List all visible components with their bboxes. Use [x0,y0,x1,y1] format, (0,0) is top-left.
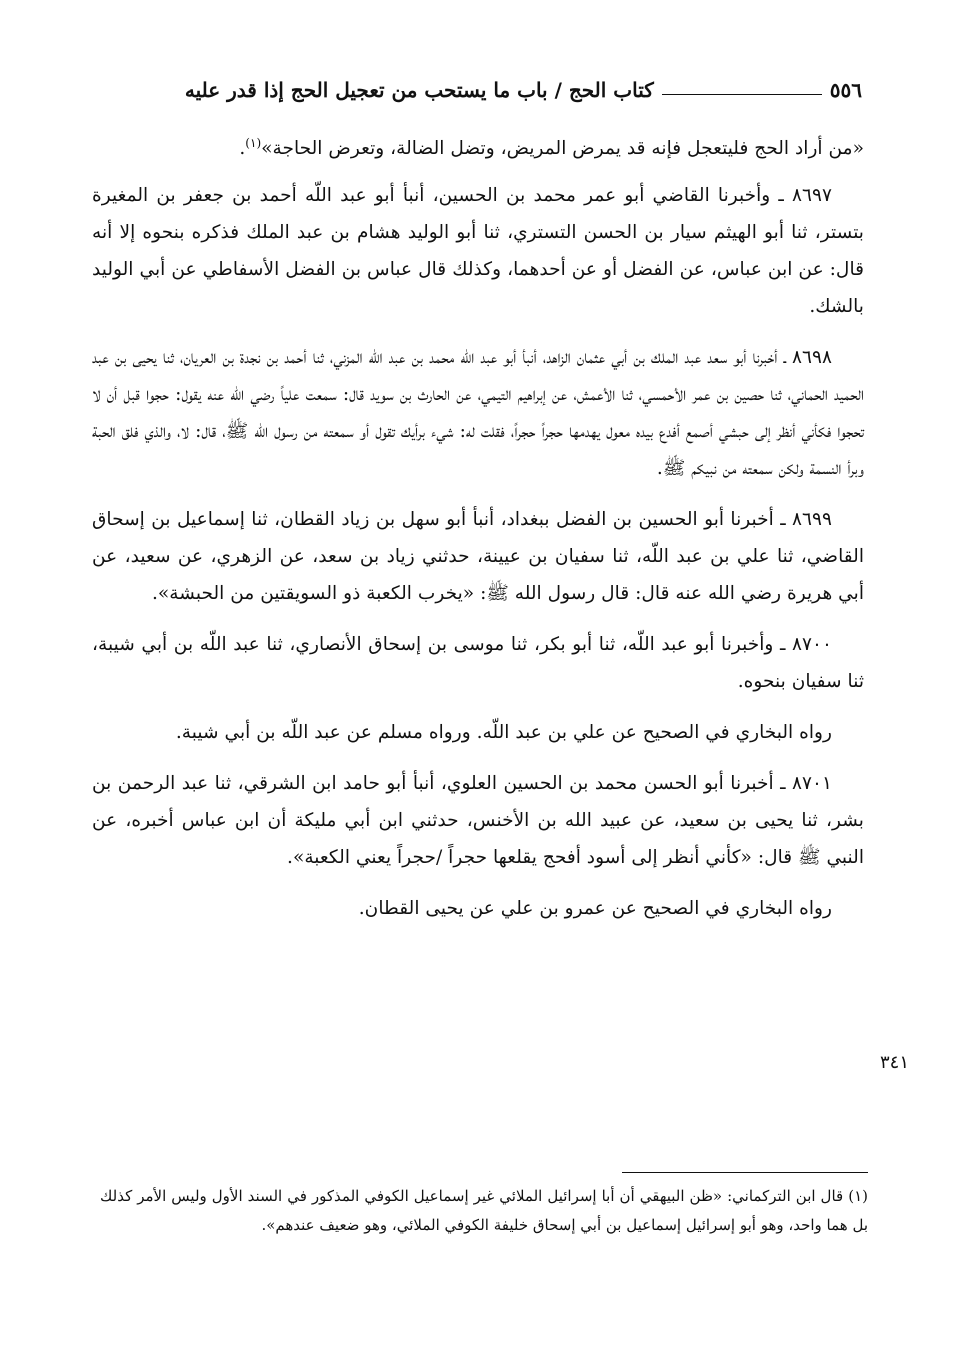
main-text [92,130,864,941]
hadith-8699: ٨٦٩٩ ـ أخبرنا أبو الحسين بن الفضل ببغداد، أنبأ أبو سهل بن زياد القطان، ثنا إسماعيل بن إسحاق القاضي، ثنا علي بن عبد اللّه، ثنا سفيان بن عيينة، حدثني زياد بن سعد، عن الزهري، عن سعيد، عن أبي هريرة رضي الله عنه قال: قال رسول الله ﷺ: «يخرب الكعبة ذو السويقتين من الحبشة». [92,509,864,604]
chapter-title: كتاب الحج / باب ما يستحب من تعجيل الحج إذا قدر عليه [184,78,654,102]
running-header [92,70,862,110]
hadith-8700: ٨٧٠٠ ـ وأخبرنا أبو عبد اللّه، ثنا أبو بكر، ثنا موسى بن إسحاق الأنصاري، ثنا عبد اللّه بن أبي شيبة، ثنا سفيان بنحوه. [92,634,864,692]
page-number: ٥٥٦ [829,78,862,102]
hadith-8701: ٨٧٠١ ـ أخبرنا أبو الحسن محمد بن الحسين العلوي، أنبأ أبو حامد ابن الشرقي، ثنا عبد الرحمن بن بشر، ثنا يحيى بن سعيد، عن عبيد الله بن الأخنس، حدثني ابن أبي مليكة أن ابن عباس أخبره، عن النبي ﷺ قال: «كأني أنظر إلى أسود أفحج يقلعها حجراً /حجراً يعني الكعبة». [92,773,864,868]
footnote [100,1182,868,1240]
hadith-8697: ٨٦٩٧ ـ وأخبرنا القاضي أبو عمر محمد بن الحسين، أنبأ أبو عبد اللّه أحمد بن جعفر بن المغيرة بتستر، ثنا أبو الهيثم سيار بن الحسن التستري، ثنا أبو الوليد هشام بن عبد الملك فذكره بنحوه إلا أنه قال: عن ابن عباس، عن الفضل أو عن أحدهما، وكذلك قال عباس بن الفضل الأسفاطي عن أبي الوليد بالشك. [92,185,864,317]
narration-note-1: رواه البخاري في الصحيح عن علي بن عبد اللّه. ورواه مسلم عن عبد اللّه بن أبي شيبة. [175,722,832,743]
margin-page-reference: ٣٤١ [880,1052,910,1073]
footnote-text: (١) قال ابن التركماني: «ظن البيهقي أن أبا إسرائيل الملائي غير إسماعيل الكوفي المذكور في السند الأول وليس الأمر كذلك بل هما واحد، وهو أبو إسرائيل إسماعيل بن أبي إسحاق خليفة الكوفي الملائي، وهو ضعيف عندهم». [100,1187,868,1234]
footnote-marker: (١) [245,135,262,150]
footnote-separator [622,1172,868,1173]
hadith-8698: ٨٦٩٨ ـ أخبرنا أبو سعد عبد الملك بن أبي عثمان الزاهد، أنبأ أبو عبد اللّه محمد بن عبد اللّه المزني، ثنا أحمد بن نجدة بن العريان، ثنا يحيى بن عبد الحميد الحماني، ثنا حصين بن عمر الأحمسي، ثنا الأعمش، عن إبراهيم التيمي، عن الحارث بن سويد قال: سمعت علياً رضي الله عنه يقول: حجوا قبل أن لا تحجوا فكأني أنظر إلى حبشي أصمع أفدع بيده معول يهدمها حجراً حجراً، فقلت له: شيء برأيك تقول أو سمعته من رسول الله ﷺ، قال: لا، والذي فلق الحبة وبرأ النسمة ولكن سمعته من نبيكم ﷺ. [92,347,864,479]
narration-note-2: رواه البخاري في الصحيح عن عمرو بن علي عن يحيى القطان. [358,898,832,919]
header-rule [662,94,822,95]
paragraph-continuation: «من أراد الحج فليتعجل فإنه قد يمرض المريض، وتضل الضالة، وتعرض الحاجة»$^{(١)}$. [239,135,864,159]
